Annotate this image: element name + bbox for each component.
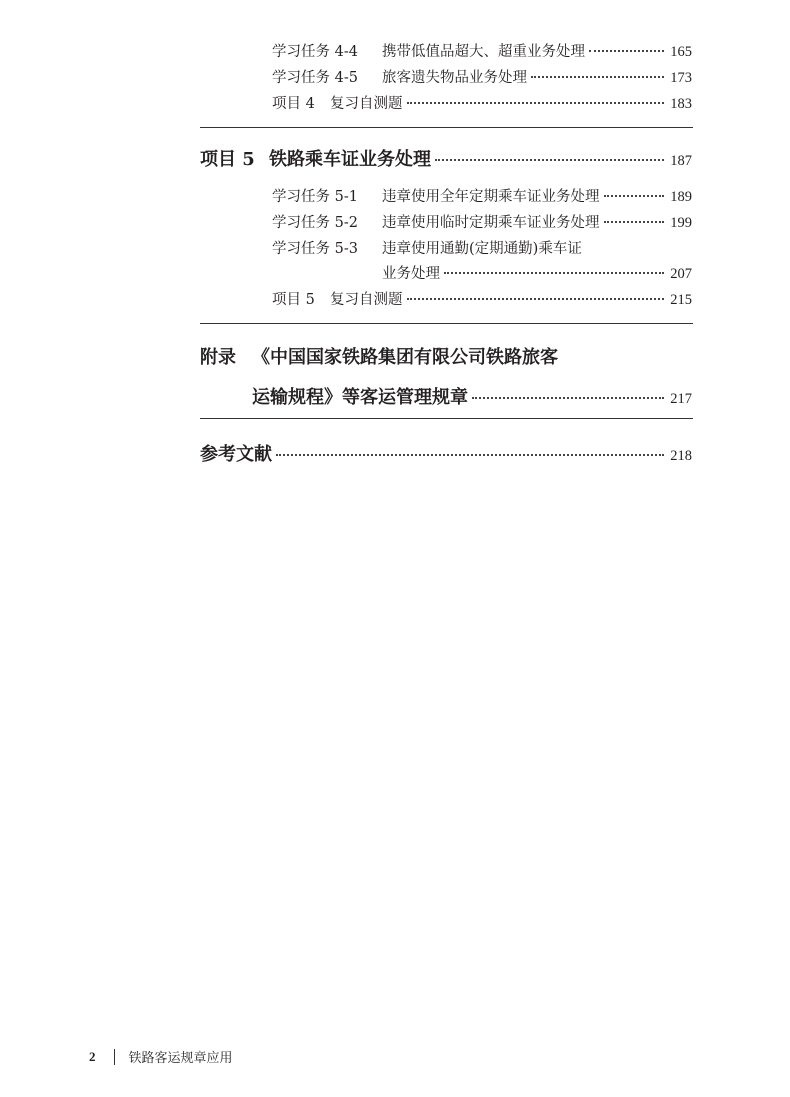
toc-code: 附录 [200,347,236,368]
toc-code: 学习任务 5-1 [272,189,358,205]
toc-entry-task-4-5[interactable] [272,66,692,87]
toc-entry-review-5[interactable] [272,288,692,309]
toc-entry-task-4-4[interactable] [272,40,692,61]
toc-code: 学习任务 4-4 [272,44,358,60]
toc-entry-project-5[interactable] [200,145,692,171]
toc-title: 违章使用通勤(定期通勤)乘车证 [382,241,582,257]
toc-code: 学习任务 4-5 [272,70,358,86]
leader-dots [604,181,665,197]
page-footer [89,1047,233,1066]
toc-entry-task-5-1[interactable] [272,185,692,206]
toc-code: 学习任务 5-2 [272,215,358,231]
toc-entry-appendix[interactable] [200,343,692,369]
toc-entry-references[interactable] [200,440,692,466]
leader-dots [407,88,665,104]
toc-page: 165 [670,44,692,60]
toc-page: 215 [670,292,692,308]
toc-code: 项目 5 [200,149,255,170]
leader-dots [604,207,665,223]
toc-code: 学习任务 5-3 [272,241,358,257]
toc-page: 183 [670,96,692,112]
leader-dots [276,440,664,456]
toc-title: 参考文献 [200,444,272,465]
toc-code: 项目 4 [272,96,315,112]
leader-dots [444,258,664,274]
toc-title-continued: 运输规程》等客运管理规章 [252,387,468,408]
toc-title: 《中国国家铁路集团有限公司铁路旅客 [252,347,558,368]
toc-entry-task-5-3[interactable] [272,237,692,258]
toc-title-continued: 业务处理 [382,266,440,282]
toc-code: 项目 5 [272,292,315,308]
leader-dots [472,383,664,399]
leader-dots [407,284,665,300]
section-divider [200,323,693,324]
leader-dots [531,62,664,78]
toc-title: 复习自测题 [330,96,403,112]
leader-dots [589,36,664,52]
section-divider [200,127,693,128]
toc-page: 189 [670,189,692,205]
toc-entry-task-5-3-continued[interactable] [272,262,692,283]
toc-page: 173 [670,70,692,86]
running-title: 铁路客运规章应用 [128,1050,233,1065]
footer-divider [114,1049,115,1065]
toc-page: 207 [670,266,692,282]
toc-page: 217 [670,391,692,407]
toc-title: 复习自测题 [330,292,403,308]
toc-title: 铁路乘车证业务处理 [269,149,431,170]
toc-title: 携带低值品超大、超重业务处理 [382,44,585,60]
toc-page: 218 [670,448,692,464]
toc-title: 旅客遗失物品业务处理 [382,70,527,86]
toc-entry-task-5-2[interactable] [272,211,692,232]
toc-title: 违章使用临时定期乘车证业务处理 [382,215,600,231]
toc-page: 199 [670,215,692,231]
toc-entry-review-4[interactable] [272,92,692,113]
toc-page: 187 [670,153,692,169]
section-divider [200,418,693,419]
page-number: 2 [89,1048,96,1064]
toc-entry-appendix-continued[interactable] [252,383,692,409]
leader-dots [435,145,664,161]
toc-title: 违章使用全年定期乘车证业务处理 [382,189,600,205]
